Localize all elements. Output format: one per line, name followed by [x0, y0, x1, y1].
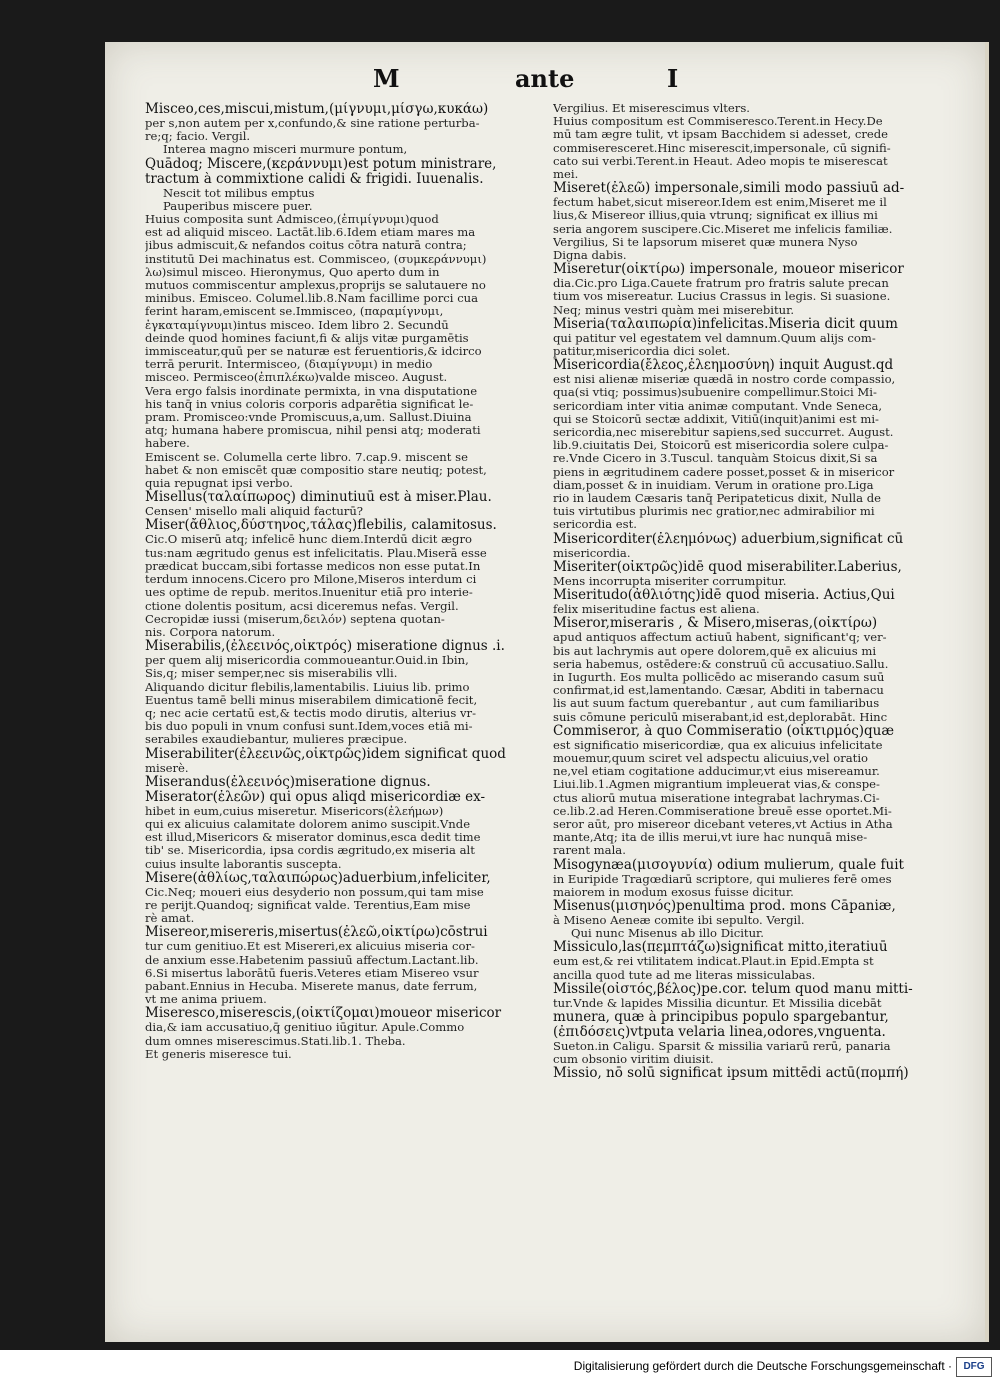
- dictionary-text-line: pram. Promisceo:vnde Promiscuus,a,um. Sallust.Diuina: [145, 411, 472, 425]
- dictionary-text-line: q; nec acie certatū est,& tectis modo dirutis, alterius vr-: [145, 706, 477, 720]
- dictionary-text-line: qui patitur vel egestatem vel damnum.Quum alijs com-: [553, 331, 876, 345]
- dictionary-text-line: bis aut lachrymis aut opere dolorem,quē ex alicuius mi: [553, 644, 877, 658]
- dictionary-headword-line: Misere(ἀθλίως,ταλαιπώρως)aduerbium,infeliciter,: [145, 870, 491, 886]
- dictionary-text-line: eum est,& rei vtilitatem indicat.Plaut.in Epid.Empta st: [553, 955, 874, 969]
- left-column: [145, 102, 565, 1061]
- dictionary-headword-line: Miser(ἄθλιος,δύστηνος,τάλας)flebilis, calamitosus.: [145, 518, 497, 534]
- dictionary-text-line: Nescit tot milibus emptus: [163, 186, 315, 200]
- dictionary-text-line: est ad aliquid misceo. Lactāt.lib.6.Idem etiam mares ma: [145, 226, 476, 240]
- dictionary-text-line: Cic.Neq; moueri eius desyderio non possum,qui tam mise: [145, 885, 484, 899]
- dictionary-text-line: pabant.Ennius in Hecuba. Miserete manus, date ferrum,: [145, 979, 478, 993]
- dictionary-text-line: ne,vel etiam cogitatione adducimur,vt eius misereamur.: [553, 765, 880, 779]
- dictionary-text-line: seror aūt, pro misereor dicebant veteres,vt Actius in Atha: [553, 817, 893, 831]
- dictionary-headword-line: Miserabiliter(ἐλεεινῶς,οἰκτρῶς)idem significat quod: [145, 746, 506, 762]
- dictionary-text-line: ues optime de repub. meritos.Inuenitur etiā pro interie-: [145, 586, 473, 600]
- dictionary-text-line: cato sui verbi.Terent.in Heaut. Adeo mopis te miserescat: [553, 154, 888, 168]
- dictionary-headword-line: Misceo,ces,miscui,mistum,(μίγνυμι,μίσγω,κυκάω): [145, 102, 489, 117]
- dictionary-text-line: jibus admiscuit,& nefandos coitus cōtra naturā contra;: [145, 239, 467, 253]
- dictionary-text-line: qua(si vtiq; possimus)subuenire compellimur.Stoici Mi-: [553, 386, 877, 400]
- dictionary-text-line: ctione dolentis positum, acsi diceremus nefas. Vergil.: [145, 599, 459, 613]
- dictionary-text-line: Vera ergo falsis inordinate permixta, in vna disputatione: [145, 384, 478, 398]
- dictionary-text-line: habere.: [145, 437, 190, 451]
- dictionary-text-line: tur cum genitiuo.Et est Misereri,ex alicuius miseria cor-: [145, 940, 475, 954]
- dictionary-text-line: Cic.O miserū atq; infelicē hunc diem.Interdū dicit ægro: [145, 533, 472, 547]
- dictionary-headword-line: Misellus(ταλαίπωρος) diminutiuū est à miser.Plau.: [145, 490, 492, 506]
- dictionary-text-line: Mens incorrupta miseriter corrumpitur.: [553, 574, 787, 588]
- dictionary-text-line: qui se Stoicorū sectæ addixit, Vitiū(inquit)animi est mi-: [553, 412, 879, 426]
- dictionary-text-line: Vergilius. Et miserescimus vlters.: [553, 102, 750, 115]
- dictionary-text-line: Emiscent se. Columella certe libro. 7.cap.9. miscent se: [145, 450, 468, 464]
- dictionary-text-line: atq; humana habere promiscua, nihil pensi atq; moderati: [145, 424, 481, 438]
- dictionary-text-line: ἐγκαταμίγνυμι)intus misceo. Idem libro 2. Secundū: [145, 318, 449, 332]
- dictionary-text-line: hibet in eum,cuius miseretur. Misericors(ἐλεήμων): [145, 804, 444, 818]
- dictionary-text-line: de anxium esse.Habetenim passiuū affectum.Lactant.lib.: [145, 953, 479, 967]
- dictionary-text-line: dia,& iam accusatiuo,q̄ genitiuo iūgitur. Apule.Commo: [145, 1021, 465, 1035]
- dictionary-headword-line: Misericordia(ἔλεος,ἐλεημοσύνη) inquit August.qd: [553, 358, 894, 374]
- right-column: [553, 102, 978, 1081]
- dictionary-text-line: per quem alij misericordia commoueantur.Ouid.in Ibin,: [145, 654, 469, 668]
- dictionary-text-line: ancilla quod tute ad me literas missiculabas.: [553, 968, 816, 982]
- dictionary-headword-line: Misogynæa(μισογυνία) odium mulierum, quale fuit: [553, 857, 904, 873]
- dictionary-text-line: tib' se. Misericordia, ipsa cordis ægritudo,ex miseria alt: [145, 844, 475, 858]
- dictionary-headword-line: Miseret(ἐλεῶ) impersonale,simili modo passiuū ad-: [553, 181, 905, 197]
- dictionary-text-line: lius,& Misereor illius,quia vtrunq; significat ex illius mi: [553, 209, 878, 223]
- dictionary-text-line: tuis virtutibus plurimis nec gratior,nec admirabilior mi: [553, 505, 875, 519]
- dictionary-text-line: Cecropidæ iussi (miserum,δειλόν) septena quotan-: [145, 612, 445, 626]
- dictionary-headword-line: Miseror,miseraris , & Misero,miseras,(οἰκτίρω): [553, 616, 878, 632]
- dictionary-text-line: dum omnes miserescimus.Stati.lib.1. Theba.: [145, 1034, 406, 1048]
- dictionary-headword-line: Miserator(ἐλεῶν) qui opus aliqd misericordiæ ex-: [145, 789, 486, 805]
- dictionary-text-line: seria angorem suscipere.Cic.Miseret me infelicis familiæ.: [553, 222, 893, 236]
- dictionary-text-line: re.Vnde Cicero in 3.Tuscul. tanquàm Stoicus dixit,Si sa: [553, 452, 878, 466]
- dictionary-text-line: institutū Dei machinatus est. Commisceo, (συμκεράννυμι): [145, 252, 487, 266]
- dictionary-text-line: confirmat,id est,lamentando. Cæsar, Abditi in tabernacu: [553, 684, 884, 698]
- dictionary-text-line: serabiles exaudiebantur, mulieres præcipue.: [145, 733, 408, 747]
- dictionary-text-line: ferint haram,emiscent se.Immisceo, (παραμίγνυμι,: [145, 305, 444, 319]
- dictionary-text-line: in Euripide Tragœdiarū scriptore, qui mulieres ferē omes: [553, 872, 892, 886]
- dictionary-text-line: Qui nunc Misenus ab illo Dicitur.: [571, 927, 764, 941]
- dictionary-text-line: Sueton.in Caligu. Sparsit & missilia variarū rerū, panaria: [553, 1039, 891, 1053]
- dictionary-text-line: Et generis miseresce tui.: [145, 1047, 292, 1061]
- dictionary-text-line: mante,Atq; ita de illis merui,vt iure hac nunquā mise-: [553, 831, 868, 845]
- dictionary-text-line: terdum innocens.Cicero pro Milone,Miseros interdum ci: [145, 573, 477, 587]
- dictionary-text-line: his tanq̄ in vnius coloris corporis adparētia significat le-: [145, 397, 474, 411]
- dictionary-text-line: Interea magno misceri murmure pontum,: [163, 143, 408, 157]
- dictionary-text-line: mei.: [553, 168, 579, 182]
- dictionary-text-line: est significatio misericordiæ, qua ex alicuius infelicitate: [553, 738, 883, 752]
- dictionary-text-line: rarent mala.: [553, 844, 626, 858]
- dictionary-text-line: cum obsonio viritim diuisit.: [553, 1053, 714, 1067]
- dictionary-text-line: sericordia,nec miserebitur sapiens,sed succurret. August.: [553, 426, 894, 440]
- dictionary-headword-line: Miseretur(οἰκτίρω) impersonale, moueor misericor: [553, 262, 904, 278]
- dictionary-text-line: Liui.lib.1.Agmen migrantium impleuerat vias,& conspe-: [553, 778, 880, 792]
- dictionary-text-line: rio in laudem Cæsaris tanq̄ Peripateticus dixit, Nulla de: [553, 492, 882, 506]
- dictionary-text-line: tus:nam ægritudo genus est infelicitatis. Plau.Miserā esse: [145, 546, 487, 560]
- dictionary-headword-line: Miseria(ταλαιπωρία)infelicitas.Miseria dicit quum: [553, 316, 898, 332]
- dictionary-text-line: bis duo populi in vnum confusi sunt.Idem,voces etiā mi-: [145, 720, 473, 734]
- dictionary-text-line: mouemur,quum sciret vel adspectu alicuius,vel oratio: [553, 751, 869, 765]
- dictionary-headword-line: Quādoq; Miscere,(κεράννυμι)est potum ministrare,: [145, 156, 497, 172]
- dictionary-text-line: minibus. Emisceo. Columel.lib.8.Nam facillime porci cua: [145, 292, 479, 306]
- dictionary-text-line: vt me anima priuem.: [145, 993, 267, 1007]
- dictionary-text-line: suis cōmune periculū miserabant,id est,deplorabāt. Hinc: [553, 710, 888, 724]
- dictionary-text-line: sericordiam inter vitia animæ computant. Vnde Seneca,: [553, 399, 883, 413]
- dictionary-headword-line: Misericorditer(ἐλεημόνως) aduerbium,significat cū: [553, 531, 904, 547]
- dictionary-text-line: immisceatur,quū per se naturæ est feruentioris,& idcirco: [145, 345, 482, 359]
- dictionary-text-line: re perijt.Quandoq; significat valde. Terentius,Eam mise: [145, 898, 471, 912]
- dictionary-text-line: Euentus tamē belli minus miserabilem dimicationē fecit,: [145, 693, 478, 707]
- dictionary-headword-line: Commiseror, à quo Commiseratio (οἰκτιρμός)quæ: [553, 723, 895, 739]
- running-head-right: I: [667, 64, 679, 93]
- dictionary-text-line: terrā perurit. Intermisceo, (διαμίγνυμι) in medio: [145, 358, 433, 372]
- dictionary-text-line: in Iugurth. Eos multa pollicēdo ac miserando casum suū: [553, 670, 885, 684]
- dictionary-text-line: felix miseritudine factus est aliena.: [553, 603, 760, 617]
- dictionary-text-line: Huius compositum est Commiseresco.Terent.in Hecy.De: [553, 115, 883, 129]
- dfg-logo: DFG: [956, 1357, 992, 1377]
- dictionary-text-line: Sis,q; miser semper,nec sis miserabilis vlli.: [145, 667, 398, 681]
- dictionary-headword-line: munera, quæ à principibus populo spargebantur,: [553, 1009, 889, 1025]
- dictionary-headword-line: Misereor,misereris,misertus(ἐλεῶ,οἰκτίρω)cōstrui: [145, 925, 488, 941]
- dictionary-text-line: maiorem in modum exosus fuisse dicitur.: [553, 885, 794, 899]
- dictionary-text-line: nis. Corpora natorum.: [145, 625, 276, 639]
- footer-bar: [0, 1352, 1000, 1382]
- dictionary-text-line: deinde quod homines faciunt,fi & alijs vitæ purgamētis: [145, 331, 469, 345]
- running-head-center: ante: [515, 64, 575, 93]
- dictionary-text-line: re;q; facio. Vergil.: [145, 130, 251, 144]
- dictionary-text-line: commiseresceret.Hinc miserescit,impersonale, cū signifi-: [553, 141, 891, 155]
- dictionary-headword-line: Miseresco,miserescis,(οἰκτίζομαι)moueor misericor: [145, 1006, 502, 1022]
- dictionary-text-line: qui ex alicuius calamitate dolorem animo suscipit.Vnde: [145, 817, 471, 831]
- dictionary-headword-line: Miserabilis,(ἐλεεινός,οἰκτρός) miseratione dignus .i.: [145, 639, 505, 655]
- dictionary-text-line: Digna dabis.: [553, 249, 627, 263]
- dictionary-headword-line: Missiculo,las(πεμπτάζω)significat mitto,iteratiuū: [553, 940, 888, 956]
- running-head-letter: M: [373, 64, 400, 93]
- dictionary-text-line: prædicat buccam,sibi fortasse medicos non esse putat.In: [145, 559, 481, 573]
- dictionary-headword-line: Miseriter(οἰκτρῶς)idē quod miserabiliter.Laberius,: [553, 559, 902, 575]
- dictionary-text-line: ctus aliorū mutua miseratione integrabat lachrymas.Ci-: [553, 791, 880, 805]
- dictionary-text-line: seria habemus, ostēdere:& construū cū accusatiuo.Sallu.: [553, 657, 889, 671]
- footer-credit: Digitalisierung gefördert durch die Deutsche Forschungsgemeinschaft ·: [573, 1359, 952, 1373]
- dictionary-text-line: mutuos commiscentur amplexus,proprijs se salutauere no: [145, 279, 486, 293]
- dictionary-text-line: tur.Vnde & lapides Missilia dicuntur. Et Missilia dicebāt: [553, 996, 882, 1010]
- dictionary-headword-line: (ἐπιδόσεις)vtputa velaria linea,odores,vnguenta.: [553, 1024, 886, 1040]
- dictionary-text-line: misericordia.: [553, 546, 631, 560]
- dictionary-text-line: cuius insulte laborantis suscepta.: [145, 857, 342, 871]
- dictionary-text-line: 6.Si misertus laborātū fueris.Veteres etiam Misereo vsur: [145, 966, 479, 980]
- dictionary-text-line: piens in ægritudinem cadere posset,posset & in misericor: [553, 465, 895, 479]
- dictionary-text-line: miserè.: [145, 761, 189, 775]
- dictionary-text-line: ce.lib.2.ad Heren.Commiseratione breuē esse oportet.Mi-: [553, 804, 892, 818]
- book-page: [105, 42, 985, 1342]
- dictionary-text-line: quia repugnat ipsi verbo.: [145, 477, 293, 491]
- dictionary-text-line: Huius composita sunt Admisceo,(ἐπιμίγνυμι)quod: [145, 213, 439, 227]
- dictionary-text-line: per s,non autem per x,confundo,& sine ratione perturba-: [145, 117, 480, 130]
- dictionary-text-line: lib.9.ciuitatis Dei, Stoicorū est misericordia solere culpa-: [553, 439, 889, 453]
- dictionary-text-line: λω)simul misceo. Hieronymus, Quo aperto dum in: [145, 265, 440, 279]
- dictionary-text-line: sericordia est.: [553, 518, 637, 532]
- dictionary-text-line: fectum habet,sicut misereor.Idem est enim,Miseret me il: [553, 196, 887, 210]
- dictionary-text-line: rè amat.: [145, 912, 195, 926]
- dictionary-text-line: dia.Cic.pro Liga.Cauete fratrum pro fratris salute precan: [553, 277, 889, 291]
- dictionary-headword-line: Miseritudo(ἀθλιότης)idē quod miseria. Actius,Qui: [553, 588, 895, 604]
- dictionary-headword-line: Misenus(μισηνός)penultima prod. mons Cāpaniæ,: [553, 898, 896, 914]
- dictionary-text-line: Pauperibus miscere puer.: [163, 199, 313, 213]
- dictionary-text-line: apud antiquos affectum actiuū habent, significant'q; ver-: [553, 631, 887, 645]
- dictionary-text-line: est illud,Misericors & miserator dominus,esca dedit time: [145, 831, 481, 845]
- dictionary-text-line: Vergilius, Si te lapsorum miseret quæ munera Nyso: [553, 235, 858, 249]
- dictionary-text-line: est nisi alienæ miseriæ quædā in nostro corde compassio,: [553, 373, 896, 387]
- dictionary-text-line: diam,posset & in inuidiam. Verum in oratione pro.Liga: [553, 478, 874, 492]
- dictionary-text-line: mū tam ægre tulit, vt ipsam Bacchidem si adesset, crede: [553, 128, 889, 142]
- dictionary-text-line: misceo. Permisceo(ἐπιπλέκω)valde misceo. August.: [145, 371, 448, 385]
- dictionary-text-line: lis aut suum factum querebantur , aut cum familiaribus: [553, 697, 880, 711]
- dictionary-text-line: Aliquando dicitur flebilis,lamentabilis. Liuius lib. primo: [145, 680, 470, 694]
- dictionary-text-line: Censen' misello mali aliquid facturū?: [145, 505, 364, 519]
- dictionary-text-line: habet & non emiscēt quæ compositio stare neutiq; potest,: [145, 463, 487, 477]
- dictionary-text-line: à Miseno Aeneæ comite ibi sepulto. Vergil.: [553, 913, 805, 927]
- dictionary-headword-line: Missile(οἰστός,βέλος)pe.cor. telum quod manu mitti-: [553, 981, 913, 997]
- dictionary-headword-line: Missio, nō solū significat ipsum mittēdi actū(πομπή): [553, 1066, 909, 1082]
- dictionary-text-line: Neq; minus vestri quàm mei miserebitur.: [553, 303, 795, 317]
- dictionary-headword-line: Miserandus(ἐλεεινός)miseratione dignus.: [145, 774, 431, 790]
- dictionary-headword-line: tractum à commixtione calidi & frigidi. Iuuenalis.: [145, 171, 484, 187]
- dictionary-text-line: patitur,misericordia dici solet.: [553, 345, 731, 359]
- dictionary-text-line: tium vos misereatur. Lucius Crassus in legis. Si suasione.: [553, 290, 891, 304]
